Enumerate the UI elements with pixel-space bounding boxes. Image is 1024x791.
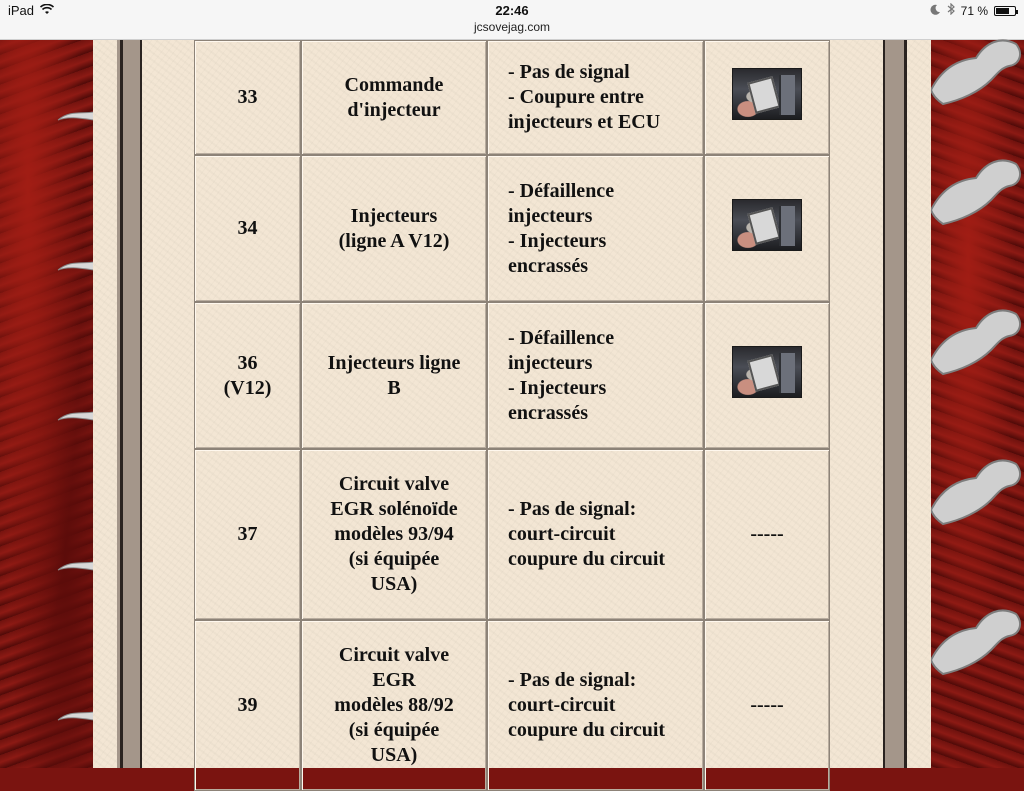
component-text: EGR solénoïde (330, 498, 458, 520)
jaguar-leaper-icon (931, 150, 1024, 245)
symptom-text: court-circuit (508, 523, 616, 545)
jaguar-tail-icon (52, 90, 94, 130)
component-text: d'injecteur (347, 98, 441, 121)
symptom-text: coupure du circuit (508, 719, 666, 741)
component-text: modèles 93/94 (334, 523, 454, 545)
jaguar-leaper-icon (931, 300, 1024, 395)
symptom-text: - Défaillence (508, 326, 615, 349)
code-cell (194, 302, 301, 449)
no-image-placeholder: ----- (750, 523, 784, 545)
fault-code-table (194, 40, 830, 791)
background-right (931, 40, 1024, 768)
moon-icon (930, 4, 941, 18)
symptom-cell (487, 40, 704, 155)
component-cell (301, 449, 487, 620)
table-row (194, 155, 830, 302)
component-text: Injecteurs (350, 204, 438, 227)
bluetooth-icon (947, 3, 955, 18)
device-name: iPad (8, 3, 35, 18)
table-row (194, 449, 830, 620)
table-row (194, 302, 830, 449)
symptom-cell (487, 302, 704, 449)
divider (904, 40, 907, 768)
status-right (930, 3, 1016, 18)
component-text: (ligne A V12) (338, 229, 450, 252)
jaguar-tail-icon (52, 390, 94, 430)
symptom-text: - Pas de signal (508, 61, 630, 83)
symptom-text: - Défaillence (508, 179, 615, 202)
code-cell (194, 449, 301, 620)
component-cell (301, 620, 487, 791)
symptom-text: - Pas de signal: (508, 669, 637, 691)
symptom-text: - Coupure entre (508, 86, 644, 108)
media-cell (704, 40, 830, 155)
fault-code: 36 (237, 351, 258, 374)
fault-code: 34 (237, 217, 258, 239)
address-bar[interactable]: jcsovejag.com (473, 20, 551, 34)
battery-percent: 71 % (960, 3, 988, 18)
jaguar-leaper-icon (931, 600, 1024, 695)
injector-photo-thumbnail[interactable] (732, 346, 802, 398)
jaguar-tail-icon (52, 240, 94, 280)
symptom-text: injecteurs (508, 204, 593, 227)
jaguar-leaper-icon (931, 450, 1024, 545)
component-text: Injecteurs ligne (327, 351, 461, 374)
jaguar-leaper-icon (931, 30, 1024, 125)
symptom-text: - Injecteurs (508, 376, 607, 399)
component-text: USA) (370, 744, 418, 766)
media-cell (704, 449, 830, 620)
fault-code: 37 (237, 523, 258, 545)
background-left (0, 40, 93, 768)
status-bar (0, 0, 1024, 40)
symptom-text: - Injecteurs (508, 229, 607, 252)
jaguar-tail-icon (52, 540, 94, 580)
fault-code: 39 (237, 694, 258, 716)
symptom-text: encrassés (508, 254, 588, 277)
divider (123, 40, 140, 768)
component-cell (301, 40, 487, 155)
injector-photo-thumbnail[interactable] (732, 199, 802, 251)
jaguar-tail-icon (52, 690, 94, 730)
table-row (194, 40, 830, 155)
media-cell (704, 302, 830, 449)
symptom-text: encrassés (508, 401, 588, 424)
symptom-cell (487, 620, 704, 791)
component-cell (301, 302, 487, 449)
component-text: modèles 88/92 (334, 694, 454, 716)
symptom-cell (487, 155, 704, 302)
component-text: Commande (344, 73, 444, 96)
battery-icon (994, 6, 1016, 16)
injector-photo-thumbnail[interactable] (732, 68, 802, 120)
no-image-placeholder: ----- (750, 694, 784, 716)
divider (885, 40, 904, 768)
component-text: EGR (372, 669, 416, 691)
component-text: (si équipée (348, 548, 440, 570)
fault-code: 33 (237, 86, 258, 108)
media-cell (704, 620, 830, 791)
component-text: Circuit valve (338, 473, 450, 495)
component-text: Circuit valve (338, 644, 450, 666)
code-cell (194, 620, 301, 791)
divider (140, 40, 142, 768)
symptom-text: coupure du circuit (508, 548, 666, 570)
fault-code: (V12) (223, 376, 272, 399)
component-text: USA) (370, 573, 418, 595)
symptom-text: - Pas de signal: (508, 498, 637, 520)
component-text: (si équipée (348, 719, 440, 741)
symptom-text: court-circuit (508, 694, 616, 716)
symptom-text: injecteurs (508, 351, 593, 374)
media-cell (704, 155, 830, 302)
component-text: B (387, 376, 401, 399)
code-cell (194, 155, 301, 302)
symptom-cell (487, 449, 704, 620)
clock: 22:46 (495, 3, 529, 18)
table-row (194, 620, 830, 791)
component-cell (301, 155, 487, 302)
code-cell (194, 40, 301, 155)
symptom-text: injecteurs et ECU (508, 111, 661, 133)
